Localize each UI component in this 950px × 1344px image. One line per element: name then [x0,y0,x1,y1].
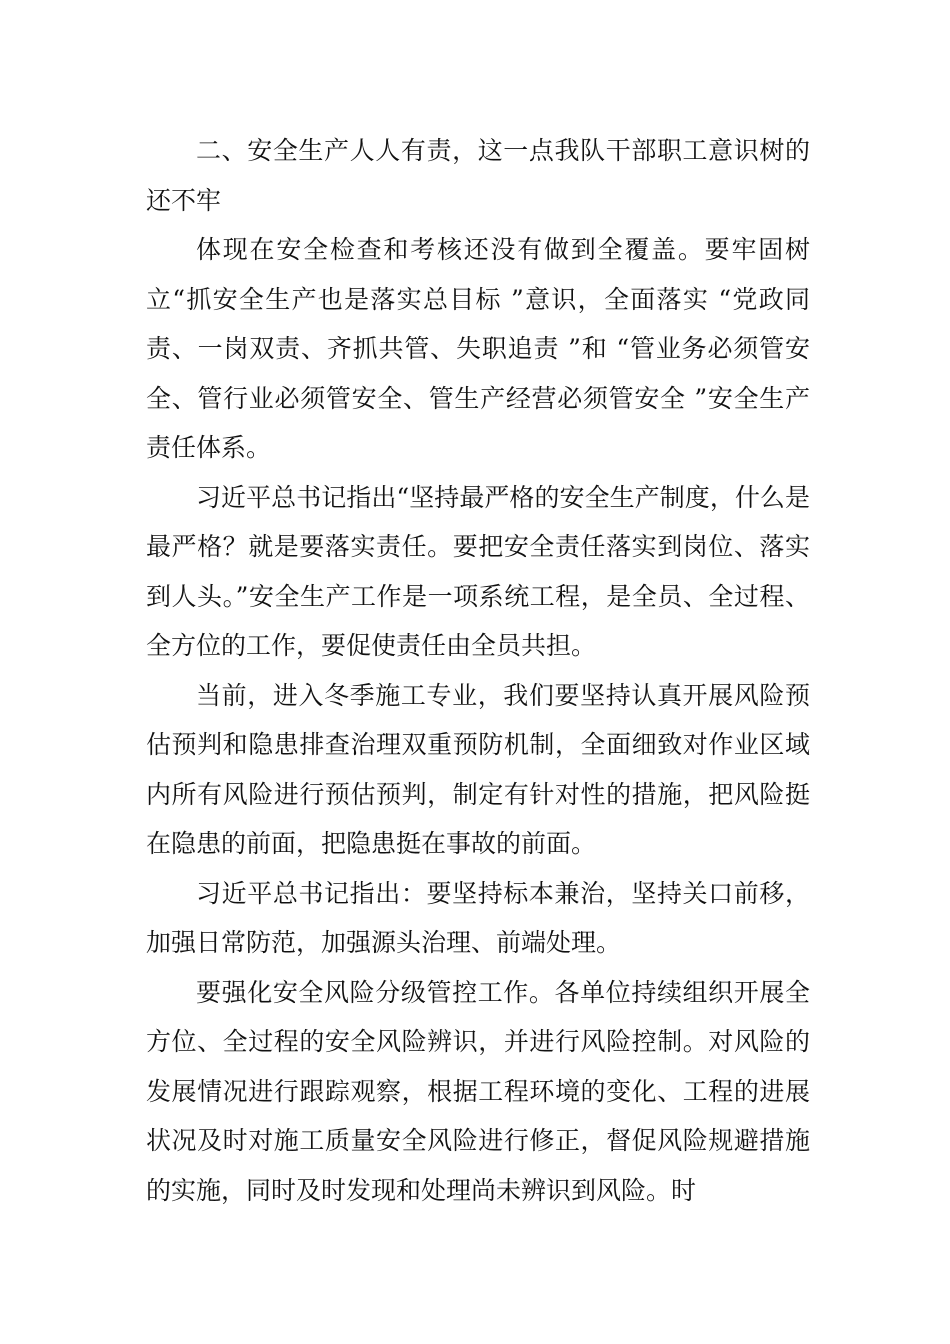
paragraph-risk-control: 要强化安全风险分级管控工作。各单位持续组织开展全方位、全过程的安全风险辨识，并进行风险控制。对风险的发展情况进行跟踪观察，根据工程环境的变化、工程的进展状况及时对施工质量安全风险进行修正，督促风险规避措施的实施，同时及时发现和处理尚未辨识到风险。时 [146,977,810,1205]
paragraph-responsibility-system: 体现在安全检查和考核还没有做到全覆盖。要牢固树立“抓安全生产也是落实总目标 ”意识，全面落实 “党政同责、一岗双责、齐抓共管、失职追责 ”和 “管业务必须管安全、管行业必须管安全、管生产经营必须管安全 ”安全生产责任体系。 [146,235,810,462]
paragraph-strictest-system: 习近平总书记指出“坚持最严格的安全生产制度，什么是最严格？就是要落实责任。要把安全责任落实到岗位、落实到人头。”安全生产工作是一项系统工程，是全员、全过程、全方位的工作，要促使责任由全员共担。 [146,482,810,660]
document-body [146,126,810,1215]
paragraph-section-heading: 二、安全生产人人有责，这一点我队干部职工意识树的还不牢 [146,136,810,215]
paragraph-winter-construction: 当前，进入冬季施工专业，我们要坚持认真开展风险预估预判和隐患排查治理双重预防机制，全面细致对作业区域内所有风险进行预估预判，制定有针对性的措施，把风险挺在隐患的前面，把隐患挺在事故的前面。 [146,680,810,858]
paragraph-root-causes: 习近平总书记指出：要坚持标本兼治，坚持关口前移，加强日常防范，加强源头治理、前端处理。 [146,878,810,957]
